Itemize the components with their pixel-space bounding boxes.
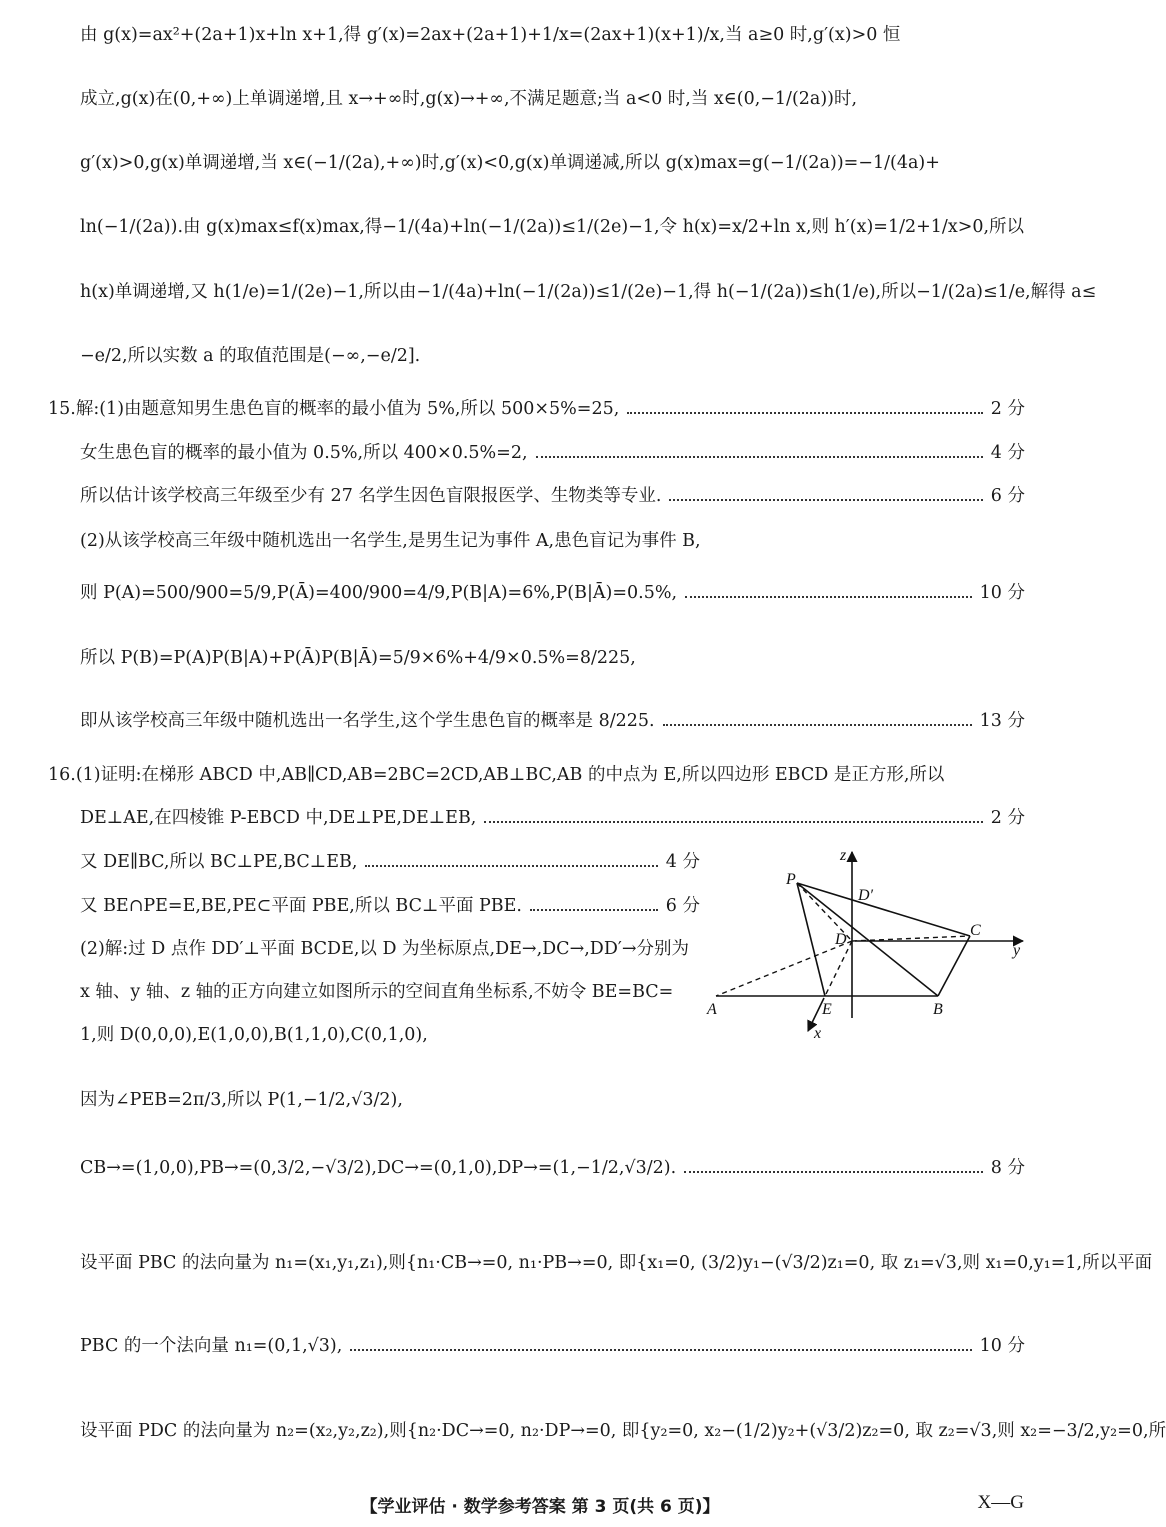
leader-dots <box>663 720 972 726</box>
label-D-prime: D′ <box>858 887 874 904</box>
score: 10 分 <box>979 583 1025 603</box>
label-P: P <box>786 871 796 888</box>
p16-line-9-text: CB→=(1,0,0),PB→=(0,3/2,−√3/2),DC→=(0,1,0),DP→=(1,−1/2,√3/2). <box>80 1158 677 1178</box>
leader-dots <box>484 817 982 823</box>
score: 8 分 <box>990 1158 1025 1178</box>
score: 10 分 <box>979 1336 1025 1356</box>
p15-line-2 <box>80 440 1025 466</box>
p15-line-5 <box>80 580 1025 606</box>
p15-line-7 <box>80 708 1025 734</box>
p15-line-4: (2)从该学校高三年级中随机选出一名学生,是男生记为事件 A,患色盲记为事件 B, <box>80 531 701 551</box>
p14-line-2: 成立,g(x)在(0,+∞)上单调递增,且 x→+∞时,g(x)→+∞,不满足题意;当 a<0 时,当 x∈(0,−1/(2a))时, <box>80 89 858 109</box>
leader-dots <box>627 408 983 414</box>
edge-DE <box>825 941 852 996</box>
label-y: y <box>1013 942 1021 959</box>
p16-line-11-text: PBC 的一个法向量 n₁=(0,1,√3), <box>80 1336 343 1356</box>
p16-line-6: x 轴、y 轴、z 轴的正方向建立如图所示的空间直角坐标系,不妨令 BE=BC= <box>80 982 674 1002</box>
p15-line-1-text: 15.解:(1)由题意知男生患色盲的概率的最小值为 5%,所以 500×5%=25, <box>48 399 620 419</box>
p16-line-9 <box>80 1155 1025 1181</box>
p16-line-10: 设平面 PBC 的法向量为 n₁=(x₁,y₁,z₁),则{n₁·CB→=0, n₁·PB→=0, 即{x₁=0, (3/2)y₁−(√3/2)z₁=0, 取 z₁=√3,则 x₁=0,y₁=1,所以平面 <box>80 1253 1153 1273</box>
p15-line-5-text: 则 P(A)=500/900=5/9,P(Ā)=400/900=4/9,P(B|A)=6%,P(B|Ā)=0.5%, <box>80 583 678 603</box>
score: 6 分 <box>990 486 1025 506</box>
label-A: A <box>707 1001 717 1018</box>
p14-line-1: 由 g(x)=ax²+(2a+1)x+ln x+1,得 g′(x)=2ax+(2a+1)+1/x=(2ax+1)(x+1)/x,当 a≥0 时,g′(x)>0 恒 <box>80 25 901 45</box>
score: 4 分 <box>990 443 1025 463</box>
p16-line-7: 1,则 D(0,0,0),E(1,0,0),B(1,1,0),C(0,1,0), <box>80 1025 428 1045</box>
leader-dots <box>530 905 658 911</box>
p16-line-1: 16.(1)证明:在梯形 ABCD 中,AB∥CD,AB=2BC=2CD,AB⊥BC,AB 的中点为 E,所以四边形 EBCD 是正方形,所以 <box>48 765 945 785</box>
p16-line-2-text: DE⊥AE,在四棱锥 P-EBCD 中,DE⊥PE,DE⊥EB, <box>80 808 477 828</box>
p16-line-4 <box>80 893 700 919</box>
p14-line-5: h(x)单调递增,又 h(1/e)=1/(2e)−1,所以由−1/(4a)+ln(−1/(2a))≤1/(2e)−1,得 h(−1/(2a))≤h(1/e),所以−1/(2a)≤1/e,解得 a≤ <box>80 282 1097 302</box>
p16-line-3-text: 又 DE∥BC,所以 BC⊥PE,BC⊥EB, <box>80 852 358 872</box>
p15-line-2-text: 女生患色盲的概率的最小值为 0.5%,所以 400×0.5%=2, <box>80 443 528 463</box>
leader-dots <box>669 495 982 501</box>
p16-line-11 <box>80 1333 1025 1359</box>
label-z: z <box>840 847 847 864</box>
leader-dots <box>350 1345 971 1351</box>
p14-line-3: g′(x)>0,g(x)单调递增,当 x∈(−1/(2a),+∞)时,g′(x)<0,g(x)单调递减,所以 g(x)max=g(−1/(2a))=−1/(4a)+ <box>80 153 940 173</box>
p16-line-2 <box>80 805 1025 831</box>
edge-DA <box>716 941 852 996</box>
score: 4 分 <box>665 852 700 872</box>
p15-line-3-text: 所以估计该学校高三年级至少有 27 名学生因色盲限报医学、生物类等专业. <box>80 486 662 506</box>
score: 13 分 <box>979 711 1025 731</box>
p16-line-5: (2)解:过 D 点作 DD′⊥平面 BCDE,以 D 为坐标原点,DE→,DC→,DD′→分别为 <box>80 939 689 959</box>
p16-line-4-text: 又 BE∩PE=E,BE,PE⊂平面 PBE,所以 BC⊥平面 PBE. <box>80 896 522 916</box>
pyramid-coordinate-figure <box>690 838 1035 1053</box>
label-C: C <box>970 922 981 939</box>
score: 2 分 <box>990 808 1025 828</box>
p16-line-8: 因为∠PEB=2π/3,所以 P(1,−1/2,√3/2), <box>80 1090 403 1110</box>
page-footer <box>0 1488 1080 1518</box>
p15-line-1 <box>48 396 1025 422</box>
leader-dots <box>684 1167 983 1173</box>
label-x: x <box>814 1025 822 1042</box>
p14-line-4: ln(−1/(2a)).由 g(x)max≤f(x)max,得−1/(4a)+ln(−1/(2a))≤1/(2e)−1,令 h(x)=x/2+ln x,则 h′(x)=1/2+1/x>0,所以 <box>80 217 1025 237</box>
edge-PE <box>797 883 825 996</box>
p15-line-7-text: 即从该学校高三年级中随机选出一名学生,这个学生患色盲的概率是 8/225. <box>80 711 655 731</box>
label-D: D <box>835 931 847 948</box>
score: 2 分 <box>990 399 1025 419</box>
label-B: B <box>933 1001 943 1018</box>
footer-title: 【学业评估 · 数学参考答案 第 3 页(共 6 页)】 <box>360 1497 720 1517</box>
p15-line-6: 所以 P(B)=P(A)P(B|A)+P(Ā)P(B|Ā)=5/9×6%+4/9×0.5%=8/225, <box>80 648 636 668</box>
footer-code: X—G <box>977 1492 1024 1513</box>
p16-line-12: 设平面 PDC 的法向量为 n₂=(x₂,y₂,z₂),则{n₂·DC→=0, n₂·DP→=0, 即{y₂=0, x₂−(1/2)y₂+(√3/2)z₂=0, 取 z₂=√3,则 x₂=−3/2,y₂=0,所 <box>80 1421 1166 1441</box>
leader-dots <box>365 861 657 867</box>
leader-dots <box>536 452 983 458</box>
p14-line-6: −e/2,所以实数 a 的取值范围是(−∞,−e/2]. <box>80 346 421 366</box>
p16-line-3 <box>80 849 700 875</box>
edge-BC <box>938 936 970 996</box>
label-E: E <box>822 1001 832 1018</box>
p15-line-3 <box>80 483 1025 509</box>
leader-dots <box>685 592 972 598</box>
score: 6 分 <box>665 896 700 916</box>
